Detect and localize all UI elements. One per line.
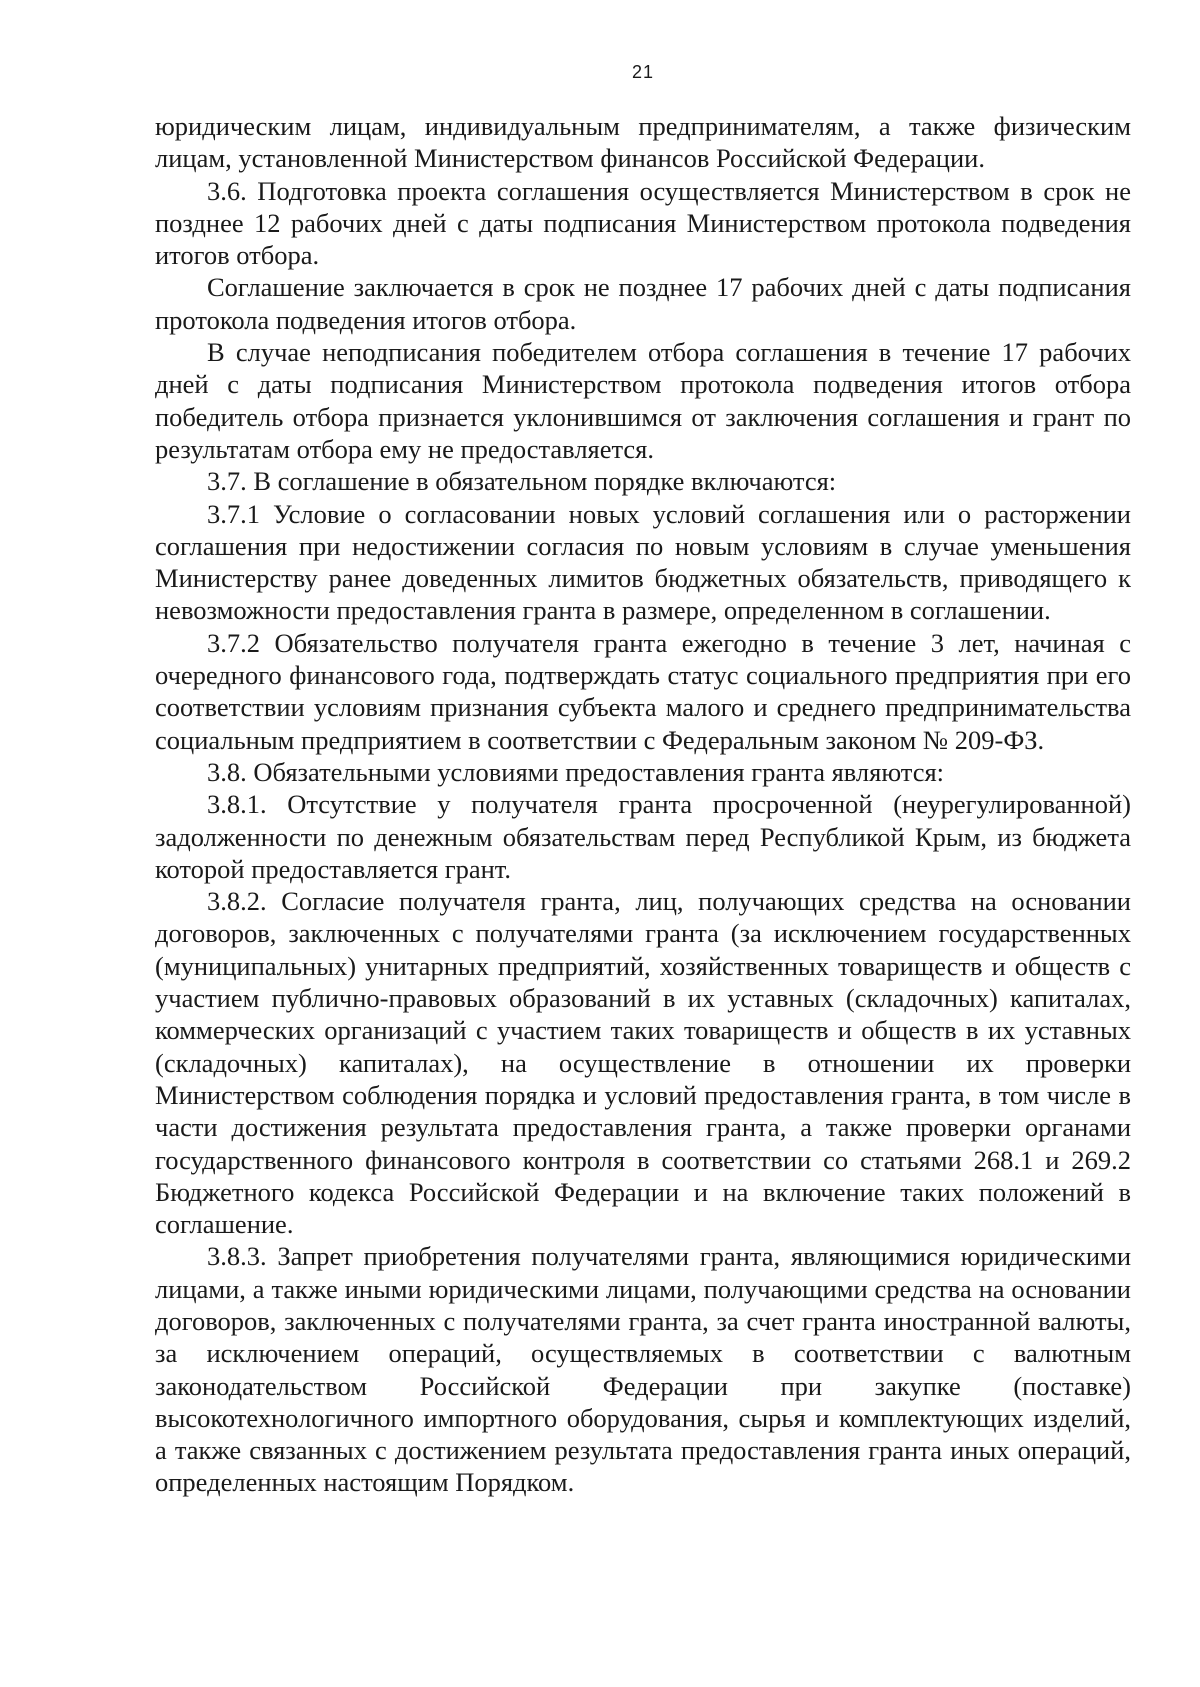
paragraph-3-7: 3.7. В соглашение в обязательном порядке включаются: [207, 466, 837, 497]
paragraph-continuation: юридическим лицам, индивидуальным предпринимателям, а также физическим лицам, установленной Министерством финансов Российской Федерации. [155, 111, 1131, 174]
paragraph-agreement-term: Соглашение заключается в срок не позднее 17 рабочих дней с даты подписания протокола подведения итогов отбора. [155, 272, 1131, 335]
paragraph-3-8-2: 3.8.2. Согласие получателя гранта, лиц, получающих средства на основании договоров, заключенных с получателями гранта (за исключением государственных (муниципальных) унитарных предприятий, хозяйственных товариществ и обществ с участием публично-правовых образований в их уставных (складочных) капиталах, коммерческих организаций с участием таких товариществ и обществ в их уставных (складочных) капиталах), на осуществление в отношении их проверки Министерством соблюдения порядка и условий предоставления гранта, в том числе в части достижения результата предоставления гранта, а также проверки органами государственного финансового контроля в соответствии со статьями 268.1 и 269.2 Бюджетного кодекса Российской Федерации и на включение таких положений в соглашение. [155, 886, 1131, 1240]
paragraph-3-6: 3.6. Подготовка проекта соглашения осуществляется Министерством в срок не позднее 12 рабочих дней с даты подписания Министерством протокола подведения итогов отбора. [155, 175, 1131, 271]
paragraph-3-7-2: 3.7.2 Обязательство получателя гранта ежегодно в течение 3 лет, начиная с очередного финансового года, подтверждать статус социального предприятия при его соответствии условиям признания субъекта малого и среднего предпринимательства социальным предприятием в соответствии с Федеральным законом № 209-ФЗ. [155, 627, 1131, 755]
paragraph-3-7-1: 3.7.1 Условие о согласовании новых условий соглашения или о расторжении соглашения при недостижении согласия по новым условиям в случае уменьшения Министерству ранее доведенных лимитов бюджетных обязательств, приводящего к невозможности предоставления гранта в размере, определенном в соглашении. [155, 498, 1131, 626]
paragraph-non-signing: В случае неподписания победителем отбора соглашения в течение 17 рабочих дней с даты подписания Министерством протокола подведения итогов отбора победитель отбора признается уклонившимся от заключения соглашения и грант по результатам отбора ему не предоставляется. [155, 337, 1131, 464]
paragraph-3-8: 3.8. Обязательными условиями предоставления гранта являются: [207, 756, 945, 787]
paragraph-3-8-1: 3.8.1. Отсутствие у получателя гранта просроченной (неурегулированной) задолженности по денежным обязательствам перед Республикой Крым, из бюджета которой предоставляется грант. [155, 789, 1131, 884]
page-number: 21 [631, 62, 655, 82]
document-body [155, 110, 1131, 1499]
paragraph-3-8-3: 3.8.3. Запрет приобретения получателями гранта, являющимися юридическими лицами, а также иными юридическими лицами, получающими средства на основании договоров, заключенных с получателями гранта, за счет гранта иностранной валюты, за исключением операций, осуществляемых в соответствии с валютным законодательством Российской Федерации при закупке (поставке) высокотехнологичного импортного оборудования, сырья и комплектующих изделий, а также связанных с достижением результата предоставления гранта иных операций, определенных настоящим Порядком. [155, 1241, 1131, 1498]
